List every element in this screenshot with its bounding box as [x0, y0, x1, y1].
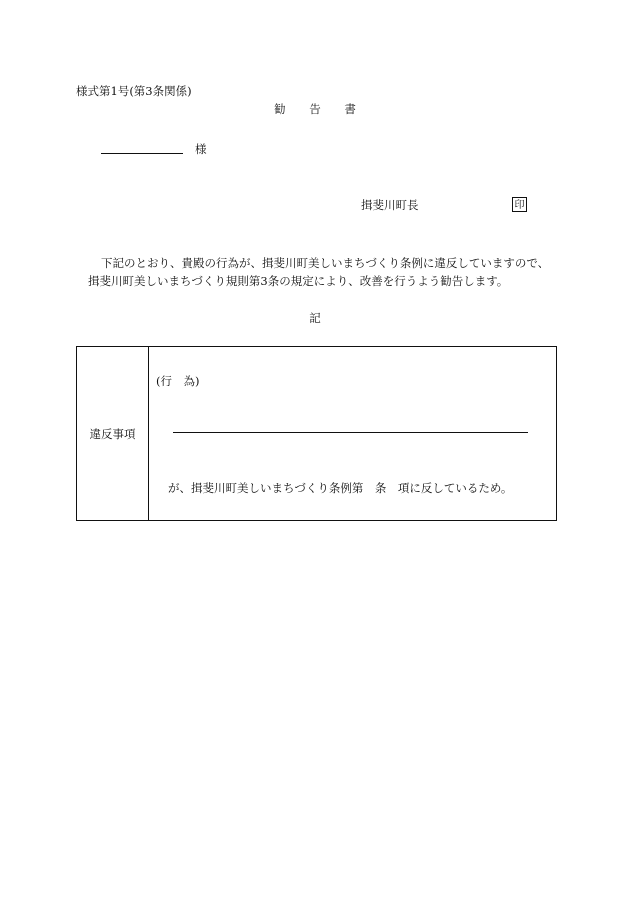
- ki-heading: 記: [309, 311, 321, 325]
- body-line-1: 下記のとおり、貴殿の行為が、揖斐川町美しいまちづくり条例に違反していますので、: [101, 256, 550, 270]
- recipient-name-blank: [101, 153, 183, 154]
- title-char-2: 告: [309, 102, 321, 116]
- violation-table: [76, 346, 557, 521]
- form-number: 様式第1号(第3条関係): [76, 84, 192, 98]
- body-text: [88, 254, 568, 290]
- recipient-honorific: 様: [195, 142, 207, 156]
- violation-label: 違反事項: [89, 426, 136, 441]
- act-label: (行 為): [156, 374, 200, 388]
- seal-text: 印: [514, 200, 525, 211]
- violation-text: が、揖斐川町美しいまちづくり条例第 条 項に反しているため。: [168, 481, 513, 495]
- act-description-blank: [173, 432, 528, 433]
- violation-content-cell: [149, 347, 557, 521]
- document-title: [0, 104, 630, 116]
- title-char-3: 書: [344, 102, 356, 116]
- body-line-2: 揖斐川町美しいまちづくり規則第3条の規定により、改善を行うよう勧告します。: [88, 274, 509, 288]
- seal-mark: [512, 197, 527, 212]
- violation-label-cell: [77, 347, 149, 521]
- title-char-1: 勧: [274, 102, 286, 116]
- issuer-name: 揖斐川町長: [361, 198, 419, 212]
